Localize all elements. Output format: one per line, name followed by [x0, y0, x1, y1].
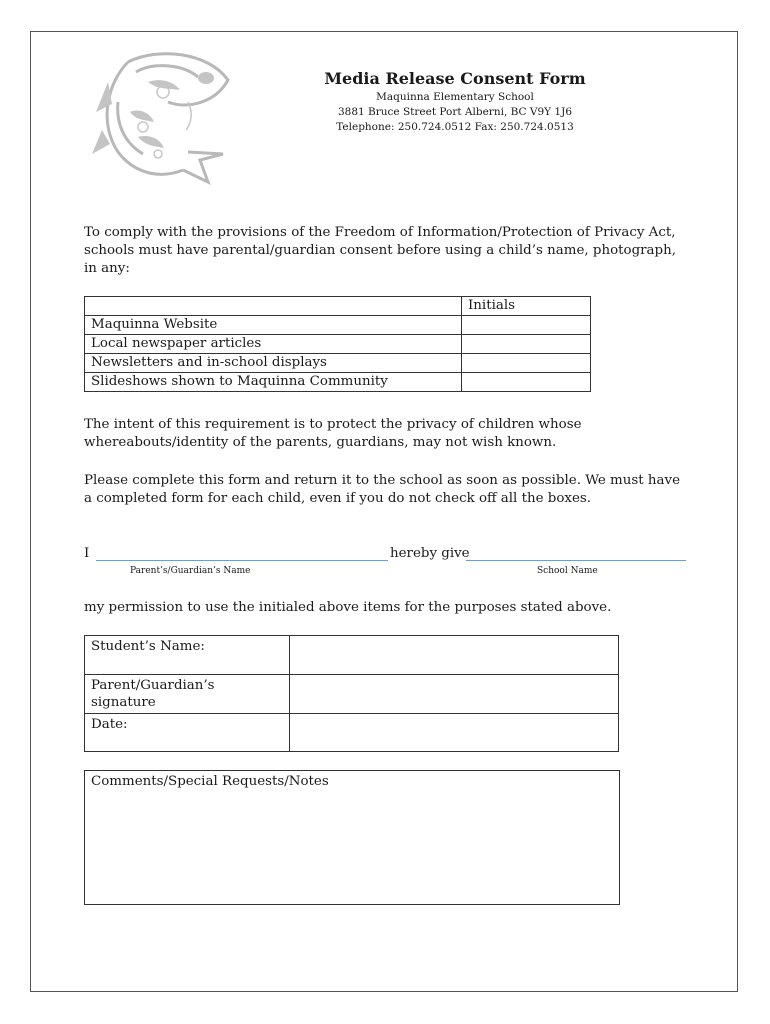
table-header-row [85, 297, 591, 316]
initials-field[interactable] [462, 316, 591, 335]
intro-paragraph: To comply with the provisions of the Freedom of Information/Protection of Privacy Act, schools must have parental/guardian consent before using a child’s name, photograph, in any: [84, 225, 676, 276]
school-name: Maquinna Elementary School [376, 91, 534, 103]
table-row [85, 373, 591, 392]
media-item-label: Slideshows shown to Maquinna Community [85, 373, 462, 392]
permission-statement: my permission to use the initialed above items for the purposes stated above. [84, 600, 612, 615]
header-item-cell [85, 297, 462, 316]
comments-label: Comments/Special Requests/Notes [91, 774, 329, 789]
initials-field[interactable] [462, 354, 591, 373]
parent-name-caption: Parent’s/Guardian’s Name [130, 566, 251, 576]
table-row [85, 714, 619, 752]
table-row [85, 675, 619, 714]
consent-prefix: I [84, 546, 90, 561]
instructions-paragraph: Please complete this form and return it to the school as soon as possible. We must have a completed form for each child, even if you do not check off all the boxes. [84, 473, 680, 506]
media-item-label: Maquinna Website [85, 316, 462, 335]
media-item-label: Local newspaper articles [85, 335, 462, 354]
date-field[interactable] [290, 714, 619, 752]
intent-paragraph: The intent of this requirement is to protect the privacy of children whose whereabouts/identity of the parents, guardians, may not wish known. [84, 417, 582, 450]
student-name-label: Student’s Name: [85, 636, 290, 675]
school-name-field[interactable] [466, 560, 686, 561]
school-address: 3881 Bruce Street Port Alberni, BC V9Y 1J6 [337, 106, 573, 118]
signature-label: Parent/Guardian’s signature [85, 675, 290, 714]
media-item-label: Newsletters and in-school displays [85, 354, 462, 373]
consent-statement [84, 546, 694, 586]
student-name-field[interactable] [290, 636, 619, 675]
header-initials-cell: Initials [462, 297, 591, 316]
student-info-table [84, 635, 619, 752]
initials-field[interactable] [462, 335, 591, 354]
school-phone: Telephone: 250.724.0512 Fax: 250.724.0513 [336, 121, 574, 133]
table-row [85, 316, 591, 335]
table-row [85, 335, 591, 354]
school-name-caption: School Name [537, 566, 598, 576]
comments-box[interactable] [84, 770, 620, 905]
form-header [300, 68, 610, 135]
media-consent-table [84, 296, 591, 392]
table-row [85, 354, 591, 373]
signature-field[interactable] [290, 675, 619, 714]
table-row [85, 636, 619, 675]
date-label: Date: [85, 714, 290, 752]
form-title: Media Release Consent Form [324, 69, 586, 88]
salmon-icon [88, 42, 238, 187]
consent-middle-text: hereby give [390, 546, 470, 561]
initials-field[interactable] [462, 373, 591, 392]
